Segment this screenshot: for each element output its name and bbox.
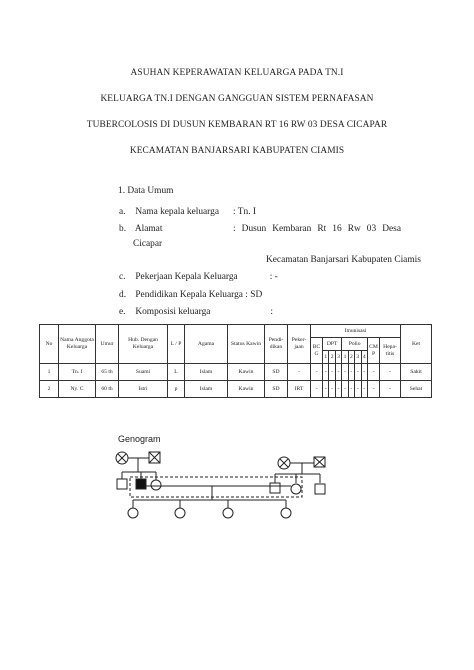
document-title-1: ASUHAN KEPERAWATAN KELUARGA PADA TN.I (130, 68, 344, 78)
col-lp: L / P (168, 325, 185, 364)
child-symbol (223, 508, 233, 518)
col-dpt-3: 3 (335, 351, 341, 364)
document-title-3: TUBERCOLOSIS DI DUSUN KEMBARAN RT 16 RW 03 DESA CICAPAR (86, 120, 388, 130)
item-b-continuation: Cicapar (133, 239, 163, 249)
genogram-diagram (100, 446, 400, 546)
col-polio-3: 3 (355, 351, 361, 364)
col-dpt-2: 2 (329, 351, 335, 364)
col-polio-1: 1 (342, 351, 348, 364)
col-status: Status Kawin (228, 325, 265, 364)
document-title-2: KELUARGA TN.I DENGAN GANGGUAN SISTEM PERNAFASAN (100, 94, 374, 104)
spouse-symbol (291, 484, 301, 494)
male-sibling-symbol (117, 479, 127, 489)
child-symbol (128, 508, 138, 518)
col-hub: Hub. Dengan Keluarga (119, 325, 168, 364)
item-b-value: : Dusun Kembaran Rt 16 Rw 03 Desa (233, 224, 401, 234)
item-e-label: e. Komposisi keluarga : (119, 307, 274, 317)
item-d-label: d. Pendidikan Kepala Keluarga : SD (119, 290, 263, 300)
col-polio-4: 4 (361, 351, 367, 364)
item-c-label: c. Pekerjaan Kepala Keluarga : - (119, 272, 278, 282)
col-imunisasi: Imunisasi (311, 325, 401, 338)
item-b-continuation-2: Kecamatan Banjarsari Kabupaten Ciamis (266, 255, 421, 265)
child-symbol (175, 508, 185, 518)
child-symbol (281, 508, 291, 518)
col-nama: Nama Anggota Keluarga (59, 325, 96, 364)
item-a-label: a. Nama kepala keluarga (119, 207, 219, 217)
col-ket: Ket (401, 325, 432, 364)
index-patient-symbol (136, 479, 146, 489)
col-bcg: BC G (311, 338, 323, 364)
table-row: 1 Tn. I 65 th Suami L Islam Kawin SD - - - - - - - - - - - Sakit (40, 364, 432, 381)
section-heading: 1. Data Umum (118, 186, 174, 196)
col-polio-2: 2 (348, 351, 354, 364)
female-sibling-symbol (151, 480, 161, 490)
col-polio: Polio (342, 338, 368, 351)
col-dpt: DPT (323, 338, 342, 351)
col-hepatitis: Hepa- titis (380, 338, 401, 364)
document-title-4: KECAMATAN BANJARSARI KABUPATEN CIAMIS (129, 146, 345, 156)
male-sibling-symbol (315, 484, 325, 494)
col-agama: Agama (185, 325, 228, 364)
col-dpt-1: 1 (323, 351, 329, 364)
table-row: 2 Ny. C 60 th Istri p Islam Kawin SD IRT - - - - - - - - - - Sehat (40, 381, 432, 398)
male-sibling-symbol (270, 483, 280, 493)
family-composition-table (39, 324, 432, 398)
col-no: No (40, 325, 59, 364)
col-pekerjaan: Peker- jaan (288, 325, 311, 364)
item-a-value: : Tn. I (233, 207, 257, 217)
col-cmp: CM P (368, 338, 380, 364)
item-b-label: b. Alamat (119, 224, 163, 234)
col-pendidikan: Pendi- dikan (265, 325, 288, 364)
genogram-label: Genogram (118, 434, 161, 444)
col-umur: Umur (96, 325, 119, 364)
